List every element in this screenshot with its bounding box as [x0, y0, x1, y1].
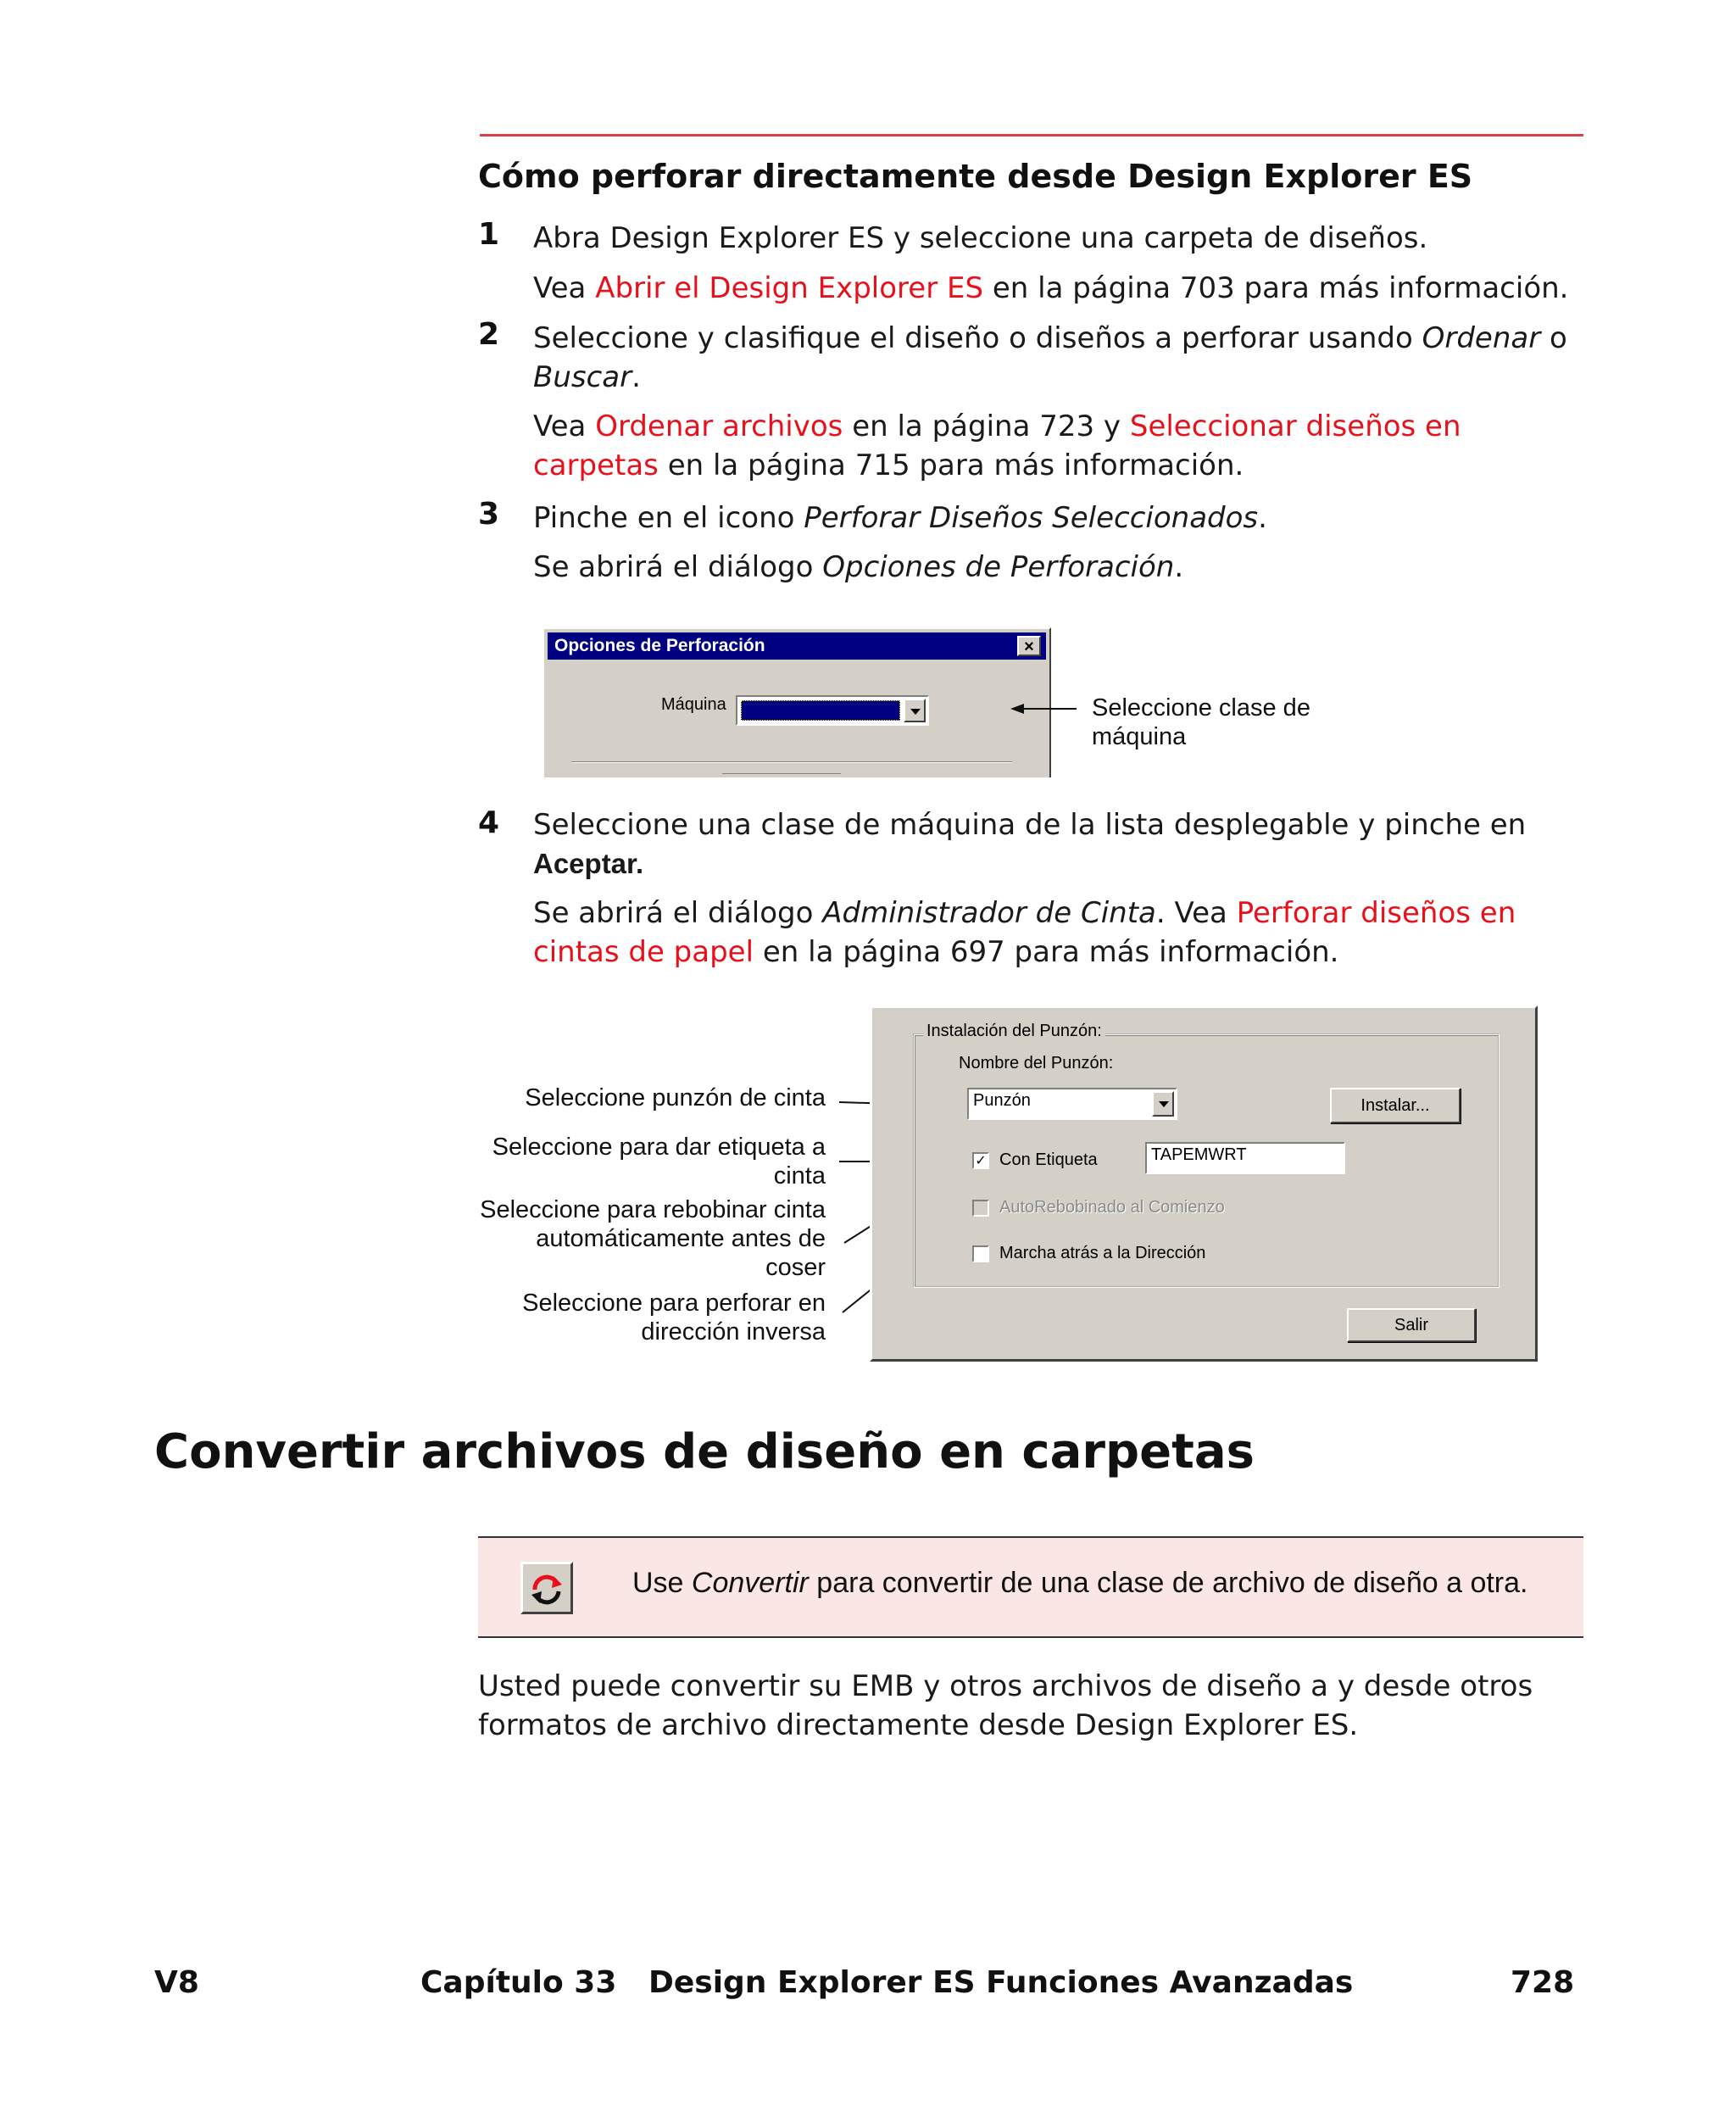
group-label: Instalación del Punzón: — [923, 1022, 1105, 1041]
footer-page-number: 728 — [1511, 1965, 1575, 2000]
label-input[interactable]: TAPEMWRT — [1145, 1142, 1345, 1174]
dialog-title: Opciones de Perforación — [554, 636, 765, 655]
tip-box — [478, 1536, 1583, 1638]
callout-rewind: Seleccione para rebobinar cinta automáticamente antes de coser — [480, 1196, 826, 1281]
label-checkbox[interactable]: ✓ — [972, 1152, 989, 1169]
link-ordenar-archivos[interactable]: Ordenar archivos — [595, 409, 843, 443]
link-perforar-disenos-cintas[interactable]: Perforar diseños en cintas de papel — [533, 896, 1516, 969]
footer-chapter: Capítulo 33 Design Explorer ES Funciones Avanzadas — [420, 1965, 1354, 2000]
step-number: 4 — [478, 805, 500, 840]
step-reference: Vea Ordenar archivos en la página 723 y Seleccionar diseños en carpetas en la página 715 para más información. — [533, 409, 1461, 482]
step-text: Pinche en el icono Perforar Diseños Seleccionados. — [533, 501, 1267, 535]
step-number: 1 — [478, 217, 500, 252]
machine-select[interactable] — [736, 695, 929, 726]
link-seleccionar-disenos[interactable]: Seleccionar diseños en carpetas — [533, 409, 1461, 482]
chevron-down-icon[interactable] — [904, 699, 926, 722]
exit-button[interactable]: Salir — [1347, 1308, 1476, 1342]
install-button[interactable]: Instalar... — [1330, 1088, 1461, 1123]
callout-label: Seleccione para dar etiqueta a cinta — [492, 1134, 826, 1189]
convert-icon[interactable] — [520, 1562, 573, 1614]
reverse-checkbox[interactable] — [972, 1245, 989, 1262]
dialog-opciones-perforacion — [542, 627, 1051, 777]
close-icon[interactable]: × — [1017, 636, 1041, 656]
step-number: 2 — [478, 317, 500, 352]
callout-punch: Seleccione punzón de cinta — [525, 1084, 826, 1111]
step-text: Seleccione y clasifique el diseño o diseños a perforar usando Ordenar o Buscar. — [533, 321, 1567, 394]
button-edge — [722, 773, 841, 774]
callout-machine: Seleccione clase de máquina — [1092, 694, 1310, 750]
label-checkbox-text: Con Etiqueta — [999, 1150, 1098, 1169]
chevron-down-icon[interactable] — [1152, 1091, 1174, 1117]
step-reference: Vea Abrir el Design Explorer ES en la página 703 para más información. — [533, 271, 1569, 305]
dialog-divider — [571, 761, 1012, 763]
group-instalacion-punzon — [913, 1022, 1500, 1288]
step-text: Abra Design Explorer ES y seleccione una carpeta de diseños. — [533, 221, 1428, 255]
step-text: Seleccione una clase de máquina de la lista desplegable y pinche en Aceptar. — [533, 808, 1527, 879]
step-note: Se abrirá el diálogo Administrador de Cinta. Vea Perforar diseños en cintas de papel en la página 697 para más información. — [533, 896, 1516, 969]
machine-label: Máquina — [661, 695, 726, 714]
subheading: Cómo perforar directamente desde Design Explorer ES — [478, 158, 1473, 195]
step-note: Se abrirá el diálogo Opciones de Perforación. — [533, 550, 1184, 584]
reverse-checkbox-text: Marcha atrás a la Dirección — [999, 1244, 1206, 1262]
callout-arrow — [1009, 700, 1078, 717]
punch-select[interactable]: Punzón — [967, 1088, 1177, 1120]
dialog-administrador-cinta — [870, 1006, 1538, 1362]
autorewind-checkbox-text: AutoRebobinado al Comienzo — [999, 1198, 1225, 1217]
body-paragraph: Usted puede convertir su EMB y otros archivos de diseño a y desde otros formatos de archivo directamente desde Design Explorer ES. — [478, 1669, 1533, 1742]
top-rule — [480, 134, 1583, 136]
autorewind-checkbox — [972, 1200, 989, 1217]
section-heading: Convertir archivos de diseño en carpetas — [154, 1424, 1255, 1479]
footer-version: V8 — [154, 1965, 199, 2000]
link-abrir-design-explorer[interactable]: Abrir el Design Explorer ES — [595, 271, 984, 305]
step-number: 3 — [478, 497, 500, 532]
punch-name-label: Nombre del Punzón: — [959, 1054, 1114, 1072]
dialog-titlebar — [548, 632, 1046, 660]
tip-text: Use Convertir para convertir de una clase de archivo de diseño a otra. — [632, 1567, 1528, 1599]
callout-reverse: Seleccione para perforar en dirección inversa — [522, 1290, 826, 1345]
